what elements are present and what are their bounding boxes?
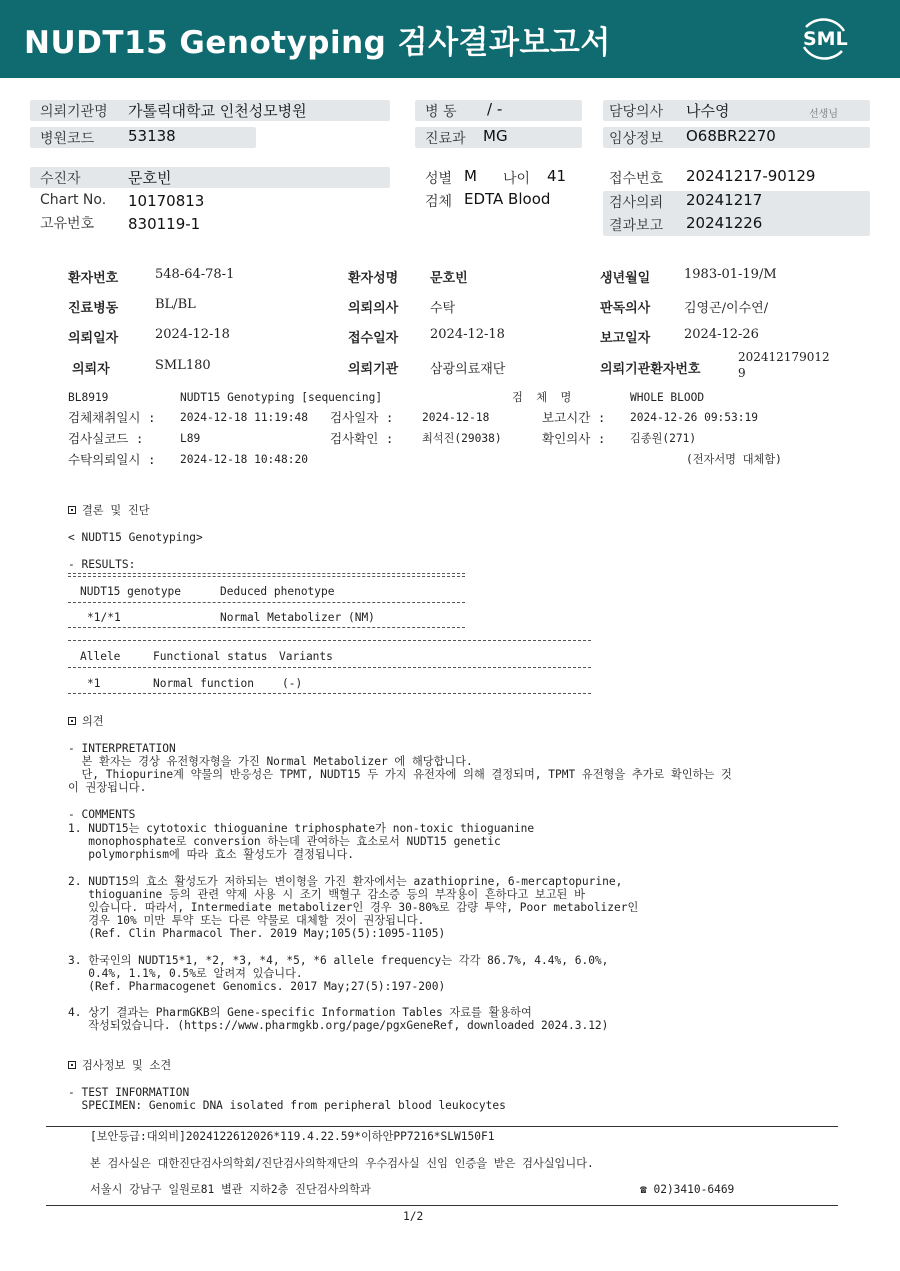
comments-label: - COMMENTS [68, 808, 136, 821]
hospital-code-value: 53138 [128, 127, 176, 145]
clinical-value: O68BR2270 [686, 127, 776, 145]
specimen-value: EDTA Blood [464, 190, 551, 208]
t2-variants: (-) [282, 677, 303, 690]
confirm-label: 검사확인 : [330, 431, 394, 446]
field-label: 생년월일 [600, 271, 651, 286]
comment-line: monophosphate로 conversion 하는데 관여하는 효소로서 NUDT15 genetic [68, 835, 501, 848]
comment-line: 3. 한국인의 NUDT15*1, *2, *3, *4, *5, *6 allele frequency는 각각 86.7%, 4.4%, 6.0%, [68, 954, 609, 967]
physician-value: 김종원(271) [630, 432, 697, 445]
report-header [0, 0, 900, 78]
field-label: 접수일자 [348, 331, 399, 346]
sex-label: 성별 [425, 171, 453, 187]
interp-label: - INTERPRETATION [68, 742, 176, 755]
signature-note: (전자서명 대체함) [686, 453, 782, 466]
doctor-value: 나수영 [686, 102, 730, 120]
hospital-value: 가톨릭대학교 인천성모병원 [128, 102, 307, 120]
testdate-label: 검사일자 : [330, 410, 394, 425]
results-title: 결론 및 진단 [82, 504, 150, 517]
field-label: 의뢰자 [72, 362, 110, 377]
comment-line: 작성되었습니다. (https://www.pharmgkb.org/page/pgxGeneRef, downloaded 2024.3.12) [68, 1019, 609, 1032]
address-line: 서울시 강남구 일원로81 별관 지하2층 진단검사의학과 [90, 1183, 371, 1196]
t2-header-allele: Allele [80, 650, 121, 663]
field-label: 보고일자 [600, 331, 651, 346]
field-value: BL/BL [155, 297, 196, 312]
field-value: 수탁 [430, 301, 456, 316]
field-value: 2024-12-26 [684, 327, 759, 342]
ward-value: / - [487, 100, 503, 118]
request-value: 20241217 [686, 191, 763, 209]
comment-line: 1. NUDT15는 cytotoxic thioguanine triphosphate가 non-toxic thioguanine [68, 822, 535, 835]
interp-line: 단, Thiopurine계 약물의 반응성은 TPMT, NUDT15 두 가지 유전자에 의해 결정되며, TPMT 유전형을 추가로 확인하는 것 [68, 768, 732, 781]
comment-line: 있습니다. 따라서, Intermediate metabolizer인 경우 30-80%로 감량 투약, Poor metabolizer인 [68, 901, 639, 914]
comment-line: (Ref. Clin Pharmacol Ther. 2019 May;105(5):1095-1105) [68, 927, 446, 940]
field-value: 김영곤/이수연/ [684, 301, 769, 316]
age-value: 41 [547, 167, 567, 185]
receive-value: 2024-12-18 10:48:20 [180, 453, 308, 466]
field-label: 환자번호 [68, 271, 119, 286]
field-label: 진료병동 [68, 301, 119, 316]
t1-phenotype: Normal Metabolizer (NM) [220, 611, 375, 624]
specimen-name-label: 검 체 명 [512, 391, 572, 404]
clinical-label: 임상정보 [609, 131, 664, 147]
doctor-title: 선생님 [809, 109, 838, 120]
request-label: 검사의뢰 [609, 195, 664, 211]
patient-value: 문호빈 [128, 169, 172, 187]
test-info-label: - TEST INFORMATION [68, 1086, 190, 1099]
test-name: NUDT15 Genotyping [sequencing] [180, 391, 383, 404]
field-label: 환자성명 [348, 271, 399, 286]
comment-line: 4. 상기 결과는 PharmGKB의 Gene-specific Information Tables 자료를 활용하여 [68, 1006, 532, 1019]
field-value: 2024-12-18 [430, 327, 505, 342]
field-value: 9 [738, 366, 746, 380]
results-sub: < NUDT15 Genotyping> [68, 531, 203, 544]
comment-line: 0.4%, 1.1%, 0.5%로 알려져 있습니다. [68, 967, 303, 980]
section-bullet-icon [68, 717, 76, 725]
labcode-label: 검사실코드 : [68, 431, 144, 446]
logo-text: SML [803, 28, 848, 50]
dept-label: 진료과 [425, 131, 466, 147]
doctor-label: 담당의사 [609, 104, 664, 120]
collect-label: 검체채취일시 : [68, 410, 156, 425]
ward-label: 병 동 [425, 104, 457, 120]
chart-value: 10170813 [128, 192, 205, 210]
t2-status: Normal function [153, 677, 255, 690]
field-value: 문호빈 [430, 271, 468, 286]
report-value: 20241226 [686, 214, 763, 232]
uid-value: 830119-1 [128, 215, 201, 233]
report-title: NUDT15 Genotyping 검사결과보고서 [24, 25, 611, 61]
field-label: 판독의사 [600, 301, 651, 316]
receive-label: 수탁의뢰일시 : [68, 452, 156, 467]
section-bullet-icon [68, 1061, 76, 1069]
receipt-label: 접수번호 [609, 171, 664, 187]
security-line: [보안등급:대외비]2024122612026*119.4.22.59*이하안PP7216*SLW150F1 [90, 1130, 495, 1143]
dept-value: MG [483, 127, 508, 145]
interp-line: 이 권장됩니다. [68, 781, 147, 794]
chart-label: Chart No. [40, 192, 107, 208]
t2-header-variants: Variants [279, 650, 333, 663]
field-value: 1983-01-19/M [684, 267, 777, 282]
results-label: - RESULTS: [68, 558, 136, 571]
field-value: 548-64-78-1 [155, 267, 235, 282]
comment-line: thioguanine 등의 관련 약제 사용 시 조기 백혈구 감소증 등의 부작용이 흔하다고 보고된 바 [68, 888, 585, 901]
t1-header-phenotype: Deduced phenotype [220, 585, 335, 598]
interp-line: 본 환자는 경상 유전형자형을 가진 Normal Metabolizer 에 해당합니다. [68, 755, 473, 768]
field-label: 의뢰의사 [348, 301, 399, 316]
opinion-title: 의견 [82, 715, 104, 728]
hospital-label: 의뢰기관명 [40, 104, 108, 120]
reporttime-label: 보고시간 : [542, 410, 606, 425]
patient-label: 수진자 [40, 171, 81, 187]
age-label: 나이 [503, 171, 531, 187]
comment-line: 경우 10% 미만 투약 또는 다른 약물로 대체할 것이 권장됩니다. [68, 914, 425, 927]
uid-label: 고유번호 [40, 216, 95, 232]
reporttime-value: 2024-12-26 09:53:19 [630, 411, 758, 424]
field-value: 삼광의료재단 [430, 362, 506, 377]
specimen-label: 검체 [425, 194, 453, 210]
comment-line: polymorphism에 따라 효소 활성도가 결정됩니다. [68, 848, 355, 861]
field-label: 의뢰일자 [68, 331, 119, 346]
report-label: 결과보고 [609, 218, 664, 234]
section-bullet-icon [68, 506, 76, 514]
physician-label: 확인의사 : [542, 431, 606, 446]
t2-allele: *1 [87, 677, 101, 690]
field-value: 2024-12-18 [155, 327, 230, 342]
confirm-value: 최석진(29038) [422, 432, 502, 445]
certification-line: 본 검사실은 대한진단검사의학회/진단검사의학재단의 우수검사실 신임 인증을 받은 검사실입니다. [90, 1157, 594, 1170]
receipt-value: 20241217-90129 [686, 167, 816, 185]
test-info-title: 검사정보 및 소견 [82, 1059, 172, 1072]
t1-header-genotype: NUDT15 genotype [80, 585, 182, 598]
sex-value: M [464, 167, 477, 185]
comment-line: (Ref. Pharmacogenet Genomics. 2017 May;27(5):197-200) [68, 980, 446, 993]
labcode-value: L89 [180, 432, 201, 445]
collect-value: 2024-12-18 11:19:48 [180, 411, 308, 424]
field-value: 202412179012 [738, 350, 830, 364]
t1-genotype: *1/*1 [87, 611, 121, 624]
page-number: 1/2 [403, 1210, 424, 1223]
field-label: 의뢰기관 [348, 362, 399, 377]
test-info-line: SPECIMEN: Genomic DNA isolated from peripheral blood leukocytes [68, 1099, 506, 1112]
specimen-name-value: WHOLE BLOOD [630, 391, 705, 404]
hospital-code-label: 병원코드 [40, 131, 95, 147]
field-value: SML180 [155, 358, 211, 373]
t2-header-status: Functional status [153, 650, 268, 663]
comment-line: 2. NUDT15의 효소 활성도가 저하되는 변이형을 가진 환자에서는 azathioprine, 6-mercaptopurine, [68, 875, 623, 888]
phone-line: ☎ 02)3410-6469 [640, 1183, 735, 1196]
testdate-value: 2024-12-18 [422, 411, 490, 424]
test-code: BL8919 [68, 391, 109, 404]
field-label: 의뢰기관환자번호 [600, 362, 701, 377]
